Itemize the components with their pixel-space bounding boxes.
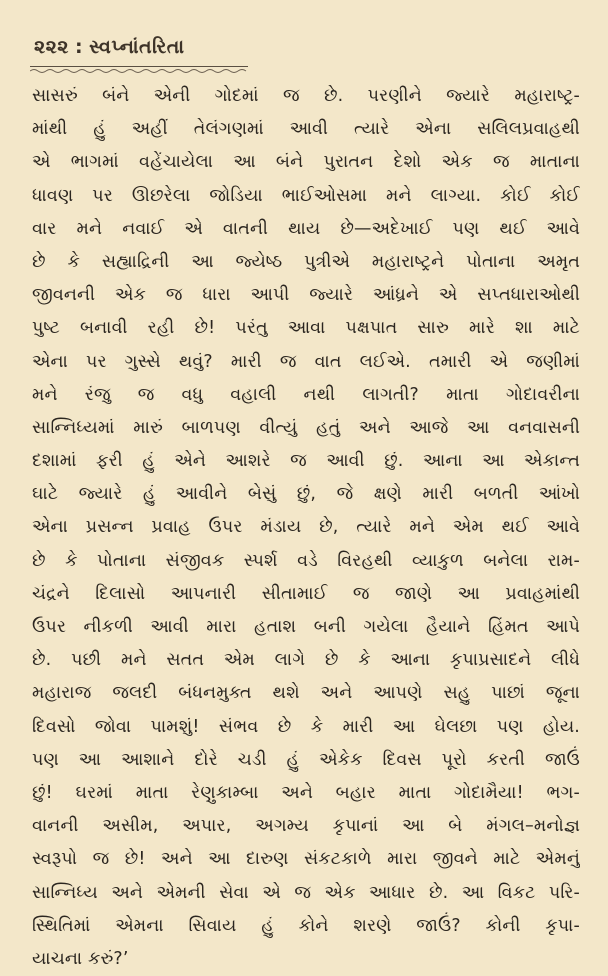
text-line: વાનની અસીમ, અપાર, અગમ્ય કૃપાનાં આ બે મંગલ–મનોજ્ઞ: [32, 816, 580, 837]
text-line: છે કે સહ્યાદ્રિની આ જ્યેષ્ઠ પુત્રીએ મહારાષ્ટ્રને પોતાના અમૃત: [32, 251, 580, 272]
header-separator: :: [74, 36, 84, 58]
page-header: [34, 36, 185, 58]
text-line: ઉપર નીકળી આવી મારા હતાશ બની ગયેલા હૈયાને હિંમત આપે: [32, 617, 580, 637]
body-text: [32, 80, 580, 976]
text-line: સ્થિતિમાં એમના સિવાય હું કોને શરણે જાઉં? કોની કૃપા-: [32, 915, 580, 936]
text-line: ધાવણ પર ઊછરેલા જોડિયા ભાઈઓસમા મને લાગ્યા. કોઈ કોઈ: [32, 185, 580, 206]
page-number: ૨૨૨: [34, 36, 69, 58]
text-line: મને રંજુ જ વધુ વહાલી નથી લાગતી? માતા ગોદાવરીના: [32, 384, 580, 405]
text-line: જીવનની એક જ ધારા આપી જ્યારે આંધ્રને એ સપ્તધારાઓથી: [32, 285, 580, 306]
text-line: એના પ્રસન્ન પ્રવાહ ઉપર મંડાય છે, ત્યારે મને એમ થઈ આવે: [32, 517, 580, 538]
text-line: છું! ઘરમાં માતા રેણુકામ્બા અને બહાર માતા ગોદામૈયા! ભગ-: [32, 782, 580, 803]
text-line: સાસરું બંને એની ગોદમાં જ છે. પરણીને જ્યારે મહારાષ્ટ્ર-: [32, 86, 580, 106]
header-ornament: [30, 68, 248, 74]
text-line: એના પર ગુસ્સે થવું? મારી જ વાત લઈએ. તમારી એ જણીમાં: [32, 351, 580, 372]
text-line: યાચના કરું?’: [32, 948, 129, 969]
text-line: મહારાજ જલદી બંધનમુક્ત થશે અને આપણે સહુ પાછાં જૂના: [32, 683, 580, 704]
text-line: પુષ્ટ બનાવી રહી છે! પરંતુ આવા પક્ષપાત સારુ મારે શા માટે: [32, 318, 580, 339]
header-rule: [30, 66, 248, 67]
text-line: સાન્નિધ્ય અને એમની સેવા એ જ એક આધાર છે. આ વિકટ પરિ-: [32, 882, 580, 903]
text-line: સ્વરૂપો જ છે! અને આ દારુણ સંકટકાળે મારા જીવને માટે એમનું: [32, 849, 580, 870]
text-line: પણ આ આશાને દોરે ચડી હું એકેક દિવસ પૂરો કરતી જાઉં: [32, 749, 580, 770]
text-line: છે. પછી મને સતત એમ લાગે છે કે આના કૃપાપ્રસાદને લીધે: [32, 650, 580, 671]
text-line: એ ભાગમાં વહેંચાયેલા આ બંને પુરાતન દેશો એક જ માતાના: [32, 152, 580, 173]
text-line: ઘાટે જ્યારે હું આવીને બેસું છું, જે ક્ષણે મારી બળતી આંખો: [32, 484, 580, 505]
text-line: છે કે પોતાના સંજીવક સ્પર્શ વડે વિરહથી વ્યાકુળ બનેલા રામ-: [32, 550, 580, 571]
book-title: સ્વપ્નાંતરિતા: [89, 36, 185, 58]
text-line: માંથી હું અહીં તેલંગણમાં આવી ત્યારે એના સલિલપ્રવાહથી: [32, 119, 580, 140]
text-line: ચંદ્રને દિલાસો આપનારી સીતામાઈ જ જાણે આ પ્રવાહમાંથી: [32, 583, 580, 604]
text-line: સાન્નિધ્યમાં મારું બાળપણ વીત્યું હતું અને આજે આ વનવાસની: [32, 417, 580, 438]
text-line: દિવસો જોવા પામશું! સંભવ છે કે મારી આ ઘેલછા પણ હોય.: [32, 716, 580, 737]
text-line: વાર મને નવાઈ એ વાતની થાય છે—અદેખાઈ પણ થઈ આવે: [32, 218, 580, 239]
text-line: દશામાં ફરી હું એને આશરે જ આવી છું. આના આ એકાન્ત: [32, 451, 580, 472]
